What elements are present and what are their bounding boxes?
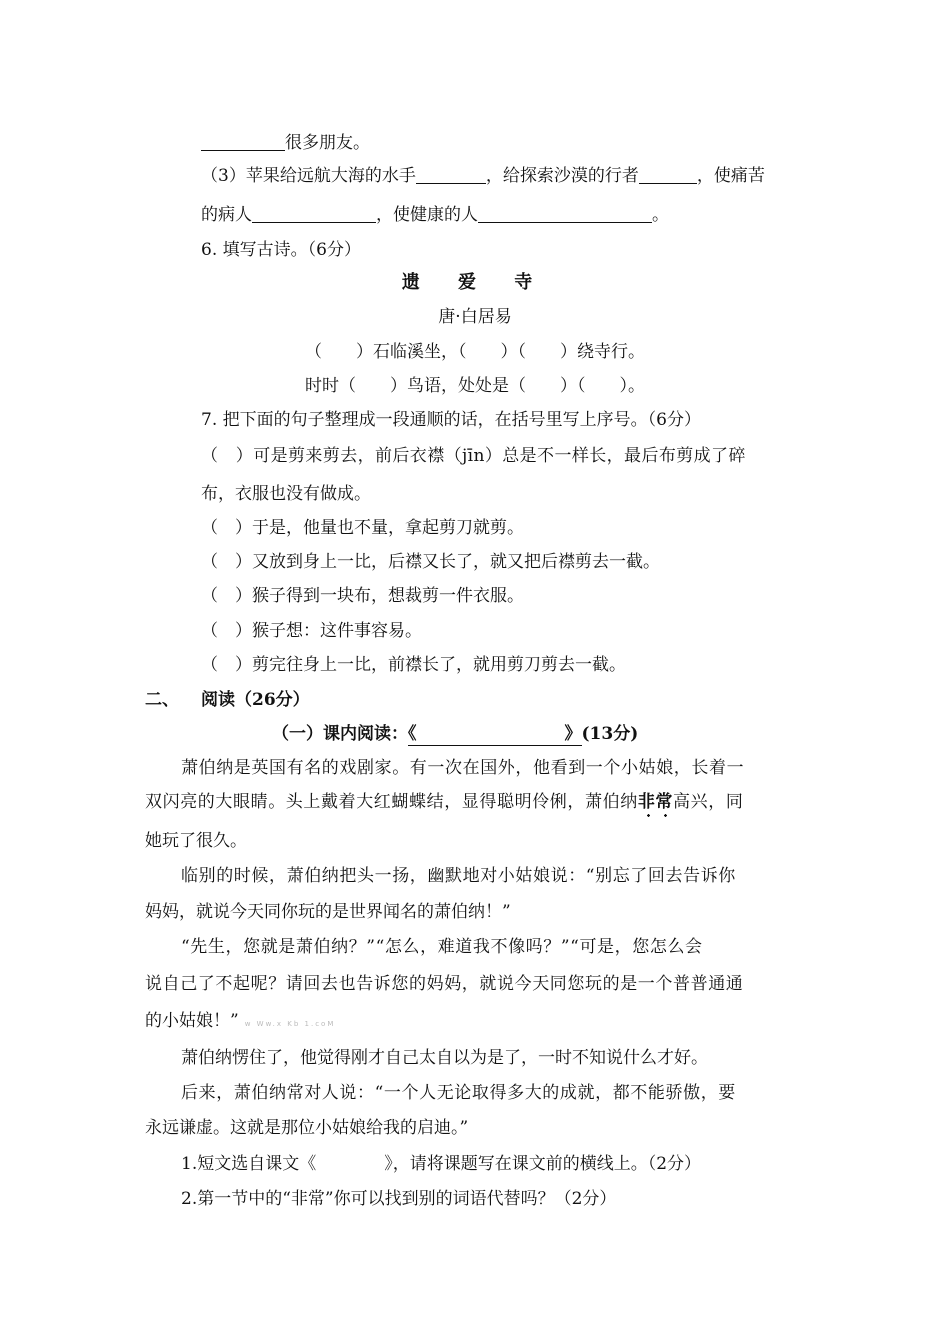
poem-line-2[interactable]: 时时（ ）鸟语，处处是（ ）（ ）。 (305, 376, 645, 396)
passage-p3-line1: “先生，您就是萧伯纳？”“怎么，难道我不像吗？”“可是，您怎么会 (181, 937, 703, 957)
passage-p3-line3 (145, 1006, 335, 1031)
passage-p5-line2: 永远谦虚。这就是那位小姑娘给我的启迪。” (145, 1118, 469, 1138)
q7-item-3[interactable]: （ ）又放到身上一比，后襟又长了，就又把后襟剪去一截。 (201, 552, 660, 572)
watermark: w Ww.x Kb 1.coM (244, 1020, 336, 1028)
fill-line-1 (201, 128, 370, 153)
q7-item-2[interactable]: （ ）于是，他量也不量，拿起剪刀就剪。 (201, 518, 524, 538)
poem-author: 唐·白居易 (438, 307, 512, 327)
poem-line-1[interactable]: （ ）石临溪坐，（ ）（ ）绕寺行。 (305, 342, 645, 362)
answer-blank[interactable] (639, 165, 697, 184)
title-answer-blank[interactable] (408, 724, 582, 746)
close-bracket: 》 (564, 724, 582, 744)
q7-item-5[interactable]: （ ）猴子想：这件事容易。 (201, 621, 422, 641)
section-number: 二、 (145, 690, 179, 710)
q7-item-1-cont: 布，衣服也没有做成。 (201, 484, 371, 504)
question-1[interactable]: 1.短文选自课文《 》，请将课题写在课文前的横线上。（2分） (181, 1154, 702, 1174)
fill-text: 很多朋友。 (285, 133, 370, 153)
passage-p5-line1: 后来，萧伯纳常对人说：“一个人无论取得多大的成就，都不能骄傲，要 (181, 1083, 736, 1103)
poem-title: 遗 爱 寺 (401, 272, 549, 293)
passage-text: 高兴，同 (673, 792, 744, 812)
q7-item-1[interactable]: （ ）可是剪来剪去，前后衣襟（jīn）总是不一样长，最后布剪成了碎 (201, 446, 746, 466)
question-2[interactable]: 2.第一节中的“非常”你可以找到别的词语代替吗？（2分） (181, 1189, 617, 1209)
passage-p1-line3: 她玩了很久。 (145, 831, 247, 851)
reading-subheading (272, 719, 638, 744)
q7-item-4[interactable]: （ ）猴子得到一块布，想裁剪一件衣服。 (201, 586, 524, 606)
passage-text: 双闪亮的大眼睛。头上戴着大红蝴蝶结，显得聪明伶俐，萧伯纳 (145, 792, 638, 812)
fill-line-2 (201, 161, 765, 186)
q3-text-d: 的病人 (201, 205, 252, 225)
answer-blank[interactable] (252, 204, 376, 223)
passage-p3-line2: 说自己了不起呢？请回去也告诉您的妈妈，就说今天同您玩的是一个普普通通 (145, 974, 744, 994)
section-heading: 阅读（26分） (201, 690, 310, 710)
q3-text-f: 。 (652, 205, 669, 225)
q7-item-6[interactable]: （ ）剪完往身上一比，前襟长了，就用剪刀剪去一截。 (201, 655, 626, 675)
open-bracket: 《 (408, 724, 417, 744)
passage-p1-line2 (145, 787, 743, 812)
answer-blank[interactable] (416, 165, 486, 184)
passage-p1-line1: 萧伯纳是英国有名的戏剧家。有一次在国外，他看到一个小姑娘，长着一 (181, 758, 745, 778)
q3-text-a: （3）苹果给远航大海的水手 (201, 166, 416, 186)
q6-title: 6. 填写古诗。（6分） (201, 240, 361, 260)
passage-p2-line1: 临别的时候，萧伯纳把头一扬，幽默地对小姑娘说：“别忘了回去告诉你 (181, 866, 736, 886)
passage-text: 的小姑娘！” (145, 1011, 239, 1031)
q3-text-e: ，使健康的人 (376, 205, 478, 225)
passage-p4: 萧伯纳愣住了，他觉得刚才自己太自以为是了，一时不知说什么才好。 (181, 1048, 708, 1068)
answer-blank[interactable] (478, 204, 652, 223)
subheading-score: (13分) (581, 724, 639, 744)
q3-text-b: ，给探索沙漠的行者 (485, 166, 639, 186)
passage-p2-line2: 妈妈，就说今天同你玩的是世界闻名的萧伯纳！” (145, 902, 511, 922)
answer-blank[interactable] (201, 132, 285, 151)
q3-text-c: ，使痛苦 (696, 166, 765, 186)
subheading-label: （一）课内阅读： (272, 724, 408, 744)
q7-title: 7. 把下面的句子整理成一段通顺的话，在括号里写上序号。（6分） (201, 410, 701, 430)
emphasized-word: 非常 (637, 792, 674, 812)
fill-line-3 (201, 200, 669, 225)
